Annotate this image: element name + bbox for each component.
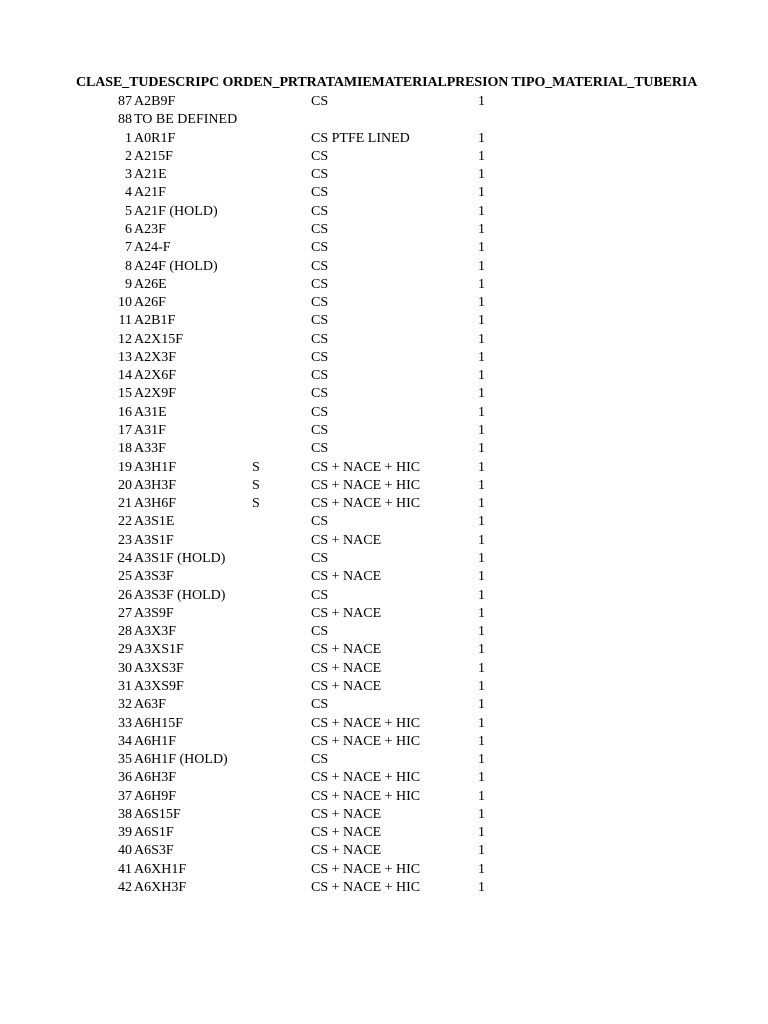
- row-number-cell: 9: [125, 276, 132, 292]
- description-cell: A3XS9F: [134, 678, 184, 694]
- description-cell: A2B1F: [134, 313, 176, 329]
- material-cell: CS: [311, 624, 329, 640]
- table-row: [0, 294, 768, 312]
- description-cell: TO BE DEFINED: [134, 112, 238, 128]
- pressure-cell: 1: [478, 569, 485, 585]
- description-cell: A3S9F: [134, 605, 174, 621]
- table-row: [0, 477, 768, 495]
- row-number-cell: 87: [118, 94, 132, 109]
- row-number-cell: 31: [118, 678, 132, 694]
- material-cell: CS: [311, 423, 329, 439]
- material-cell: CS + NACE + HIC: [311, 477, 421, 493]
- pressure-cell: 1: [478, 605, 485, 621]
- material-cell: CS: [311, 349, 329, 365]
- row-number-cell: 5: [125, 203, 132, 219]
- row-number-cell: 32: [118, 697, 132, 713]
- material-cell: CS: [311, 240, 329, 256]
- material-cell: CS PTFE LINED: [311, 130, 410, 146]
- pressure-cell: 1: [478, 697, 485, 713]
- material-cell: CS: [311, 203, 329, 219]
- table-row: [0, 605, 768, 623]
- description-cell: A2B9F: [134, 94, 176, 109]
- pressure-cell: 1: [478, 715, 485, 731]
- table-row: [0, 367, 768, 385]
- table-row: [0, 715, 768, 733]
- table-row: [0, 331, 768, 349]
- description-cell: A63F: [134, 697, 166, 713]
- pressure-cell: 1: [478, 514, 485, 530]
- row-number-cell: 88: [118, 112, 132, 128]
- table-row: [0, 239, 768, 257]
- row-number-cell: 13: [118, 349, 132, 365]
- material-cell: CS + NACE: [311, 605, 382, 621]
- pressure-cell: 1: [478, 221, 485, 237]
- pressure-cell: 1: [478, 825, 485, 841]
- description-cell: A6H1F: [134, 733, 177, 749]
- treatment-cell: S: [252, 459, 260, 475]
- row-number-cell: 6: [125, 221, 132, 237]
- pressure-cell: 1: [478, 624, 485, 640]
- material-cell: CS + NACE: [311, 660, 382, 676]
- material-cell: CS + NACE: [311, 642, 382, 658]
- description-cell: A3S1F (HOLD): [134, 551, 226, 566]
- material-cell: CS + NACE: [311, 843, 382, 859]
- row-number-cell: 15: [118, 386, 132, 402]
- table-row: [0, 513, 768, 531]
- description-cell: A2X6F: [134, 368, 177, 384]
- pressure-cell: 1: [478, 167, 485, 183]
- description-cell: A3S1E: [134, 514, 175, 530]
- table-row: [0, 678, 768, 696]
- description-cell: A33F: [134, 441, 166, 457]
- row-number-cell: 38: [118, 806, 132, 822]
- pressure-cell: 1: [478, 733, 485, 749]
- pressure-cell: 1: [478, 295, 485, 311]
- pressure-cell: 1: [478, 258, 485, 274]
- table-row: [0, 258, 768, 276]
- material-cell: CS + NACE + HIC: [311, 733, 421, 749]
- pressure-cell: 1: [478, 148, 485, 164]
- row-number-cell: 10: [118, 295, 132, 311]
- material-cell: CS: [311, 514, 329, 530]
- pressure-cell: 1: [478, 386, 485, 402]
- row-number-cell: 24: [118, 551, 132, 566]
- table-row: [0, 861, 768, 879]
- material-cell: CS + NACE + HIC: [311, 770, 421, 786]
- table-row: [0, 879, 768, 897]
- table-row: [0, 641, 768, 659]
- table-row: [0, 806, 768, 824]
- row-number-cell: 27: [118, 605, 132, 621]
- pressure-cell: 1: [478, 331, 485, 347]
- pressure-cell: 1: [478, 423, 485, 439]
- pressure-cell: 1: [478, 861, 485, 877]
- pressure-cell: 1: [478, 240, 485, 256]
- material-cell: CS + NACE + HIC: [311, 459, 421, 475]
- table-row: [0, 440, 768, 458]
- material-cell: CS: [311, 221, 329, 237]
- row-number-cell: 20: [118, 477, 132, 493]
- description-cell: A6S3F: [134, 843, 174, 859]
- material-cell: CS + NACE + HIC: [311, 788, 421, 804]
- row-number-cell: 3: [125, 167, 132, 183]
- description-cell: A6S1F: [134, 825, 174, 841]
- material-cell: CS: [311, 276, 329, 292]
- material-cell: CS: [311, 313, 329, 329]
- table-header: CLASE_TUDESCRIPC ORDEN_PRTRATAMIEMATERIALPRESION TIPO_MATERIAL_TUBERIA: [76, 75, 698, 90]
- row-number-cell: 23: [118, 532, 132, 548]
- material-cell: CS + NACE: [311, 569, 382, 585]
- row-number-cell: 14: [118, 368, 132, 384]
- table-row: [0, 276, 768, 294]
- material-cell: CS: [311, 185, 329, 201]
- row-number-cell: 39: [118, 825, 132, 841]
- material-cell: CS + NACE: [311, 806, 382, 822]
- pressure-cell: 1: [478, 459, 485, 475]
- material-cell: CS: [311, 331, 329, 347]
- description-cell: A6H3F: [134, 770, 177, 786]
- table-row: [0, 130, 768, 148]
- description-cell: A3S1F: [134, 532, 174, 548]
- pressure-cell: 1: [478, 788, 485, 804]
- table-row: [0, 312, 768, 330]
- pressure-cell: 1: [478, 94, 485, 109]
- description-cell: A26F: [134, 295, 166, 311]
- table-row: [0, 733, 768, 751]
- material-cell: CS: [311, 551, 329, 566]
- material-cell: CS + NACE: [311, 678, 382, 694]
- table-row: [0, 660, 768, 678]
- description-cell: A3H6F: [134, 496, 177, 512]
- description-cell: A24-F: [134, 240, 171, 256]
- table-row: [0, 568, 768, 586]
- material-cell: CS + NACE + HIC: [311, 496, 421, 512]
- row-number-cell: 41: [118, 861, 132, 877]
- description-cell: A2X3F: [134, 349, 177, 365]
- row-number-cell: 34: [118, 733, 132, 749]
- row-number-cell: 4: [125, 185, 132, 201]
- material-cell: CS: [311, 386, 329, 402]
- description-cell: A3XS1F: [134, 642, 184, 658]
- material-cell: CS: [311, 368, 329, 384]
- pressure-cell: 1: [478, 404, 485, 420]
- pressure-cell: 1: [478, 587, 485, 603]
- row-number-cell: 35: [118, 752, 132, 768]
- table-row: [0, 349, 768, 367]
- row-number-cell: 42: [118, 880, 132, 896]
- description-cell: A21F (HOLD): [134, 203, 218, 219]
- description-cell: A3H1F: [134, 459, 177, 475]
- description-cell: A31F: [134, 423, 166, 439]
- table-row: [0, 623, 768, 641]
- pressure-cell: 1: [478, 806, 485, 822]
- material-cell: CS + NACE + HIC: [311, 715, 421, 731]
- material-cell: CS + NACE + HIC: [311, 861, 421, 877]
- pressure-cell: 1: [478, 551, 485, 566]
- material-cell: CS: [311, 752, 329, 768]
- pressure-cell: 1: [478, 477, 485, 493]
- pressure-cell: 1: [478, 642, 485, 658]
- description-cell: A3S3F: [134, 569, 174, 585]
- table-row: [0, 842, 768, 860]
- table-row: [0, 495, 768, 513]
- row-number-cell: 33: [118, 715, 132, 731]
- row-number-cell: 12: [118, 331, 132, 347]
- description-cell: A2X15F: [134, 331, 184, 347]
- pressure-cell: 1: [478, 441, 485, 457]
- pressure-cell: 1: [478, 130, 485, 146]
- material-cell: CS + NACE + HIC: [311, 880, 421, 896]
- material-cell: CS: [311, 441, 329, 457]
- table-row: [0, 404, 768, 422]
- description-cell: A6H15F: [134, 715, 184, 731]
- pressure-cell: 1: [478, 203, 485, 219]
- table-row: [0, 751, 768, 769]
- material-cell: CS: [311, 167, 329, 183]
- table-row: [0, 166, 768, 184]
- row-number-cell: 8: [125, 258, 132, 274]
- table-row: [0, 696, 768, 714]
- table-row: [0, 148, 768, 166]
- description-cell: A24F (HOLD): [134, 258, 218, 274]
- material-cell: CS: [311, 295, 329, 311]
- description-cell: A23F: [134, 221, 166, 237]
- description-cell: A3S3F (HOLD): [134, 587, 226, 603]
- pressure-cell: 1: [478, 496, 485, 512]
- description-cell: A215F: [134, 148, 173, 164]
- row-number-cell: 40: [118, 843, 132, 859]
- description-cell: A3XS3F: [134, 660, 184, 676]
- description-cell: A31E: [134, 404, 167, 420]
- pressure-cell: 1: [478, 770, 485, 786]
- table-row: [0, 459, 768, 477]
- treatment-cell: S: [252, 477, 260, 493]
- pressure-cell: 1: [478, 276, 485, 292]
- description-cell: A0R1F: [134, 130, 176, 146]
- table-row: [0, 422, 768, 440]
- row-number-cell: 22: [118, 514, 132, 530]
- table-row: [0, 824, 768, 842]
- row-number-cell: 28: [118, 624, 132, 640]
- row-number-cell: 19: [118, 459, 132, 475]
- pressure-cell: 1: [478, 660, 485, 676]
- table-row: [0, 532, 768, 550]
- description-cell: A3H3F: [134, 477, 177, 493]
- description-cell: A21F: [134, 185, 166, 201]
- table-row: [0, 550, 768, 568]
- table-row: [0, 111, 768, 129]
- row-number-cell: 1: [125, 130, 132, 146]
- table-row: [0, 385, 768, 403]
- pressure-cell: 1: [478, 368, 485, 384]
- material-cell: CS: [311, 404, 329, 420]
- table-row: [0, 587, 768, 605]
- material-cell: CS: [311, 258, 329, 274]
- description-cell: A26E: [134, 276, 167, 292]
- treatment-cell: S: [252, 496, 260, 512]
- table-row: [0, 788, 768, 806]
- description-cell: A6H1F (HOLD): [134, 752, 228, 768]
- table-row: [0, 769, 768, 787]
- row-number-cell: 36: [118, 770, 132, 786]
- pressure-cell: 1: [478, 185, 485, 201]
- row-number-cell: 11: [118, 313, 132, 329]
- description-cell: A21E: [134, 167, 167, 183]
- pressure-cell: 1: [478, 349, 485, 365]
- row-number-cell: 21: [118, 496, 132, 512]
- row-number-cell: 29: [118, 642, 132, 658]
- material-cell: CS: [311, 587, 329, 603]
- pressure-cell: 1: [478, 313, 485, 329]
- description-cell: A3X3F: [134, 624, 177, 640]
- table-row: [0, 221, 768, 239]
- description-cell: A2X9F: [134, 386, 177, 402]
- row-number-cell: 25: [118, 569, 132, 585]
- pressure-cell: 1: [478, 678, 485, 694]
- row-number-cell: 37: [118, 788, 132, 804]
- description-cell: A6XH3F: [134, 880, 187, 896]
- pressure-cell: 1: [478, 532, 485, 548]
- table-row: [0, 184, 768, 202]
- table-row: [0, 93, 768, 111]
- row-number-cell: 30: [118, 660, 132, 676]
- row-number-cell: 16: [118, 404, 132, 420]
- table-row: [0, 203, 768, 221]
- row-number-cell: 7: [125, 240, 132, 256]
- material-cell: CS: [311, 697, 329, 713]
- row-number-cell: 18: [118, 441, 132, 457]
- material-cell: CS + NACE: [311, 532, 382, 548]
- material-cell: CS: [311, 94, 329, 109]
- material-cell: CS: [311, 148, 329, 164]
- material-cell: CS + NACE: [311, 825, 382, 841]
- row-number-cell: 26: [118, 587, 132, 603]
- row-number-cell: 17: [118, 423, 132, 439]
- row-number-cell: 2: [125, 148, 132, 164]
- pressure-cell: 1: [478, 752, 485, 768]
- description-cell: A6S15F: [134, 806, 181, 822]
- description-cell: A6XH1F: [134, 861, 187, 877]
- pressure-cell: 1: [478, 880, 485, 896]
- description-cell: A6H9F: [134, 788, 177, 804]
- pressure-cell: 1: [478, 843, 485, 859]
